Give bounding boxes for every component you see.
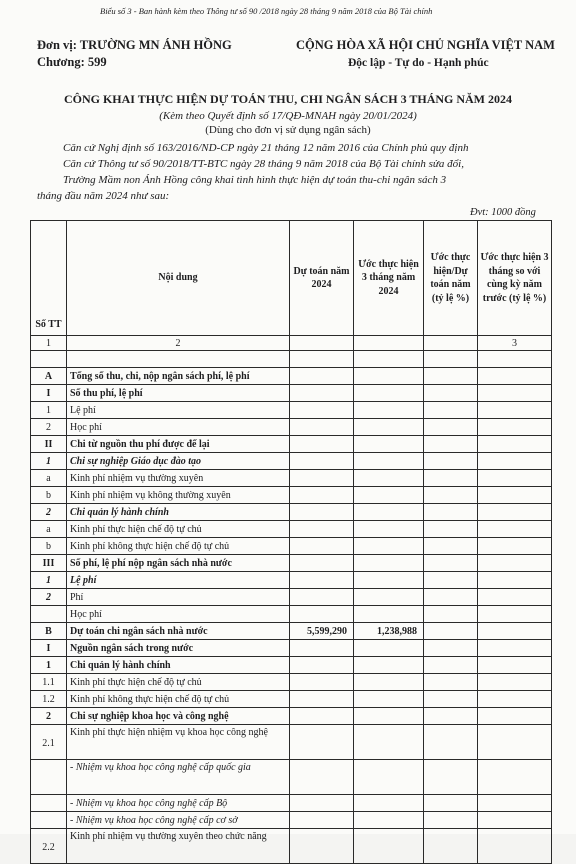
- table-row: [31, 691, 552, 708]
- unit-of-measure: Đvt: 1000 đồng: [470, 207, 536, 218]
- cell-budget: [290, 589, 354, 606]
- cell-ratio-prior: [478, 521, 552, 538]
- cell-content: - Nhiệm vụ khoa học công nghệ cấp quốc gia: [67, 760, 290, 795]
- cell-ratio-prior: [478, 470, 552, 487]
- table-index-row: [31, 336, 552, 351]
- cell-ratio-prior: [478, 640, 552, 657]
- cell-ratio-budget: [424, 419, 478, 436]
- cell-actual: [354, 453, 424, 470]
- cell-ratio-prior: [478, 725, 552, 760]
- cell-content: Kinh phí nhiệm vụ không thường xuyên: [67, 487, 290, 504]
- cell-stt: II: [31, 436, 67, 453]
- cell-budget: [290, 795, 354, 812]
- unit-name: Đơn vị: TRƯỜNG MN ÁNH HỒNG: [37, 38, 232, 52]
- table-row: [31, 795, 552, 812]
- cell-content: Kinh phí nhiệm vụ thường xuyên: [67, 470, 290, 487]
- cell-ratio-prior: [478, 453, 552, 470]
- cell-stt: a: [31, 521, 67, 538]
- table-row: [31, 589, 552, 606]
- cell-actual: [354, 351, 424, 368]
- cell-budget: [290, 555, 354, 572]
- index-cell: 3: [478, 336, 552, 351]
- cell-ratio-prior: [478, 504, 552, 521]
- cell-content: Kinh phí thực hiện chế độ tự chủ: [67, 521, 290, 538]
- cell-stt: 2: [31, 419, 67, 436]
- intro-line-4: tháng đầu năm 2024 như sau:: [37, 190, 170, 202]
- cell-actual: [354, 795, 424, 812]
- header-actual: Ước thực hiện 3 tháng năm 2024: [354, 221, 424, 336]
- cell-budget: [290, 385, 354, 402]
- table-row: [31, 487, 552, 504]
- cell-content: Dự toán chi ngân sách nhà nước: [67, 623, 290, 640]
- cell-stt: III: [31, 555, 67, 572]
- cell-budget: [290, 351, 354, 368]
- cell-content: Kinh phí không thực hiện chế độ tự chủ: [67, 538, 290, 555]
- index-cell: [424, 336, 478, 351]
- cell-ratio-budget: [424, 521, 478, 538]
- cell-budget: [290, 402, 354, 419]
- table-row: [31, 538, 552, 555]
- cell-ratio-budget: [424, 538, 478, 555]
- cell-ratio-prior: [478, 589, 552, 606]
- cell-stt: b: [31, 538, 67, 555]
- cell-ratio-prior: [478, 385, 552, 402]
- cell-stt: B: [31, 623, 67, 640]
- table-row: [31, 419, 552, 436]
- cell-stt: b: [31, 487, 67, 504]
- cell-ratio-budget: [424, 470, 478, 487]
- cell-content: Nguồn ngân sách trong nước: [67, 640, 290, 657]
- cell-ratio-prior: [478, 674, 552, 691]
- cell-budget: [290, 419, 354, 436]
- table-header-row: [31, 221, 552, 336]
- cell-ratio-prior: [478, 572, 552, 589]
- cell-budget: [290, 368, 354, 385]
- cell-actual: [354, 402, 424, 419]
- cell-ratio-prior: [478, 708, 552, 725]
- cell-budget: [290, 640, 354, 657]
- cell-stt: [31, 812, 67, 829]
- cell-content: Lệ phí: [67, 402, 290, 419]
- table-row: [31, 368, 552, 385]
- cell-content: - Nhiệm vụ khoa học công nghệ cấp Bộ: [67, 795, 290, 812]
- cell-ratio-prior: [478, 623, 552, 640]
- cell-ratio-prior: [478, 795, 552, 812]
- cell-budget: [290, 436, 354, 453]
- cell-ratio-prior: [478, 555, 552, 572]
- document-title: CÔNG KHAI THỰC HIỆN DỰ TOÁN THU, CHI NGÂN SÁCH 3 THÁNG NĂM 2024: [63, 92, 513, 106]
- intro-line-2: Căn cứ Thông tư số 90/2018/TT-BTC ngày 28 tháng 9 năm 2018 của Bộ Tài chính sửa đổi,: [63, 158, 464, 170]
- cell-actual: [354, 538, 424, 555]
- chapter-code: Chương: 599: [37, 55, 107, 69]
- cell-budget: [290, 521, 354, 538]
- table-row: [31, 351, 552, 368]
- cell-stt: [31, 795, 67, 812]
- cell-ratio-prior: [478, 657, 552, 674]
- table-row: [31, 436, 552, 453]
- cell-content: Chi quản lý hành chính: [67, 657, 290, 674]
- national-motto: Độc lập - Tự do - Hạnh phúc: [348, 57, 489, 69]
- cell-actual: [354, 368, 424, 385]
- cell-actual: [354, 385, 424, 402]
- cell-ratio-budget: [424, 623, 478, 640]
- cell-content: Học phí: [67, 419, 290, 436]
- cell-ratio-budget: [424, 708, 478, 725]
- cell-ratio-prior: [478, 538, 552, 555]
- cell-content: Phí: [67, 589, 290, 606]
- cell-content: Tổng số thu, chi, nộp ngân sách phí, lệ phí: [67, 368, 290, 385]
- cell-actual: [354, 555, 424, 572]
- cell-ratio-budget: [424, 606, 478, 623]
- index-cell: [354, 336, 424, 351]
- intro-line-1: Căn cứ Nghị định số 163/2016/ND-CP ngày 21 tháng 12 năm 2016 của Chính phủ quy định: [63, 142, 469, 154]
- form-note: Biểu số 3 - Ban hành kèm theo Thông tư số 90 /2018 ngày 28 tháng 9 năm 2018 của Bộ Tài chính: [100, 6, 433, 16]
- cell-ratio-prior: [478, 351, 552, 368]
- cell-stt: 2: [31, 708, 67, 725]
- header-budget: Dự toán năm 2024: [290, 221, 354, 336]
- cell-ratio-prior: [478, 436, 552, 453]
- cell-ratio-budget: [424, 368, 478, 385]
- cell-budget: [290, 504, 354, 521]
- cell-content: Kinh phí thực hiện chế độ tự chủ: [67, 674, 290, 691]
- cell-content: - Nhiệm vụ khoa học công nghệ cấp cơ sở: [67, 812, 290, 829]
- cell-budget: [290, 487, 354, 504]
- cell-ratio-prior: [478, 606, 552, 623]
- header-content: Nội dung: [67, 221, 290, 336]
- cell-actual: [354, 521, 424, 538]
- cell-content: Kinh phí không thực hiện chế độ tự chủ: [67, 691, 290, 708]
- cell-actual: [354, 504, 424, 521]
- table-row: [31, 470, 552, 487]
- cell-actual: [354, 589, 424, 606]
- cell-stt: 1.2: [31, 691, 67, 708]
- budget-table: [30, 220, 552, 864]
- index-cell: 1: [31, 336, 67, 351]
- cell-ratio-budget: [424, 385, 478, 402]
- cell-content: Kinh phí nhiệm vụ thường xuyên theo chức năng: [67, 829, 290, 864]
- cell-actual: [354, 606, 424, 623]
- cell-content: Chi quản lý hành chính: [67, 504, 290, 521]
- cell-ratio-prior: [478, 691, 552, 708]
- cell-actual: [354, 812, 424, 829]
- cell-stt: a: [31, 470, 67, 487]
- cell-ratio-budget: [424, 572, 478, 589]
- cell-ratio-budget: [424, 657, 478, 674]
- cell-actual: [354, 487, 424, 504]
- cell-ratio-budget: [424, 555, 478, 572]
- cell-budget: [290, 708, 354, 725]
- cell-stt: 1: [31, 453, 67, 470]
- table-row: [31, 812, 552, 829]
- cell-stt: I: [31, 640, 67, 657]
- cell-budget: [290, 725, 354, 760]
- cell-content: Học phí: [67, 606, 290, 623]
- index-cell: [290, 336, 354, 351]
- cell-ratio-prior: [478, 419, 552, 436]
- cell-content: Chi từ nguồn thu phí được để lại: [67, 436, 290, 453]
- cell-ratio-prior: [478, 368, 552, 385]
- cell-stt: 1: [31, 657, 67, 674]
- cell-budget: [290, 606, 354, 623]
- cell-ratio-budget: [424, 725, 478, 760]
- usage-note: (Dùng cho đơn vị sử dụng ngân sách): [205, 124, 371, 136]
- table-row: [31, 385, 552, 402]
- cell-stt: 1.1: [31, 674, 67, 691]
- cell-actual: [354, 657, 424, 674]
- cell-budget: [290, 674, 354, 691]
- cell-ratio-budget: [424, 351, 478, 368]
- table-row: [31, 504, 552, 521]
- cell-stt: 2.2: [31, 829, 67, 864]
- header-stt: Số TT: [31, 221, 67, 336]
- cell-stt: [31, 351, 67, 368]
- cell-ratio-prior: [478, 487, 552, 504]
- cell-actual: [354, 708, 424, 725]
- national-name: CỘNG HÒA XÃ HỘI CHỦ NGHĨA VIỆT NAM: [296, 38, 555, 52]
- cell-content: Chi sự nghiệp Giáo dục đào tạo: [67, 453, 290, 470]
- cell-ratio-budget: [424, 436, 478, 453]
- cell-budget: [290, 470, 354, 487]
- cell-content: [67, 351, 290, 368]
- table-row: [31, 402, 552, 419]
- cell-actual: [354, 674, 424, 691]
- cell-actual: 1,238,988: [354, 623, 424, 640]
- cell-stt: 1: [31, 402, 67, 419]
- cell-stt: [31, 760, 67, 795]
- cell-content: Lệ phí: [67, 572, 290, 589]
- cell-stt: 2: [31, 589, 67, 606]
- table-row: [31, 657, 552, 674]
- cell-ratio-budget: [424, 795, 478, 812]
- table-row: [31, 572, 552, 589]
- cell-budget: [290, 538, 354, 555]
- cell-actual: [354, 436, 424, 453]
- cell-ratio-budget: [424, 674, 478, 691]
- cell-stt: A: [31, 368, 67, 385]
- cell-actual: [354, 640, 424, 657]
- table-row: [31, 640, 552, 657]
- index-cell: 2: [67, 336, 290, 351]
- cell-content: Số phí, lệ phí nộp ngân sách nhà nước: [67, 555, 290, 572]
- cell-stt: I: [31, 385, 67, 402]
- header-ratio-budget: Ước thực hiện/Dự toán năm (tỷ lệ %): [424, 221, 478, 336]
- cell-ratio-budget: [424, 640, 478, 657]
- table-row: [31, 760, 552, 795]
- cell-budget: [290, 453, 354, 470]
- intro-line-3: Trường Mầm non Ánh Hồng công khai tình hình thực hiện dự toán thu-chi ngân sách 3: [63, 174, 447, 186]
- cell-actual: [354, 760, 424, 795]
- cell-content: Số thu phí, lệ phí: [67, 385, 290, 402]
- cell-actual: [354, 470, 424, 487]
- cell-ratio-prior: [478, 812, 552, 829]
- cell-actual: [354, 419, 424, 436]
- cell-budget: 5,599,290: [290, 623, 354, 640]
- table-row: [31, 623, 552, 640]
- cell-ratio-budget: [424, 504, 478, 521]
- cell-budget: [290, 657, 354, 674]
- header-ratio-prior: Ước thực hiện 3 tháng so với cùng kỳ năm trước (tỷ lệ %): [478, 221, 552, 336]
- cell-stt: 2.1: [31, 725, 67, 760]
- cell-content: Kinh phí thực hiện nhiệm vụ khoa học công nghệ: [67, 725, 290, 760]
- cell-ratio-budget: [424, 453, 478, 470]
- table-row: [31, 725, 552, 760]
- table-row: [31, 555, 552, 572]
- cell-content: Chi sự nghiệp khoa học và công nghệ: [67, 708, 290, 725]
- cell-budget: [290, 812, 354, 829]
- table-row: [31, 674, 552, 691]
- cell-stt: [31, 606, 67, 623]
- cell-budget: [290, 760, 354, 795]
- cell-actual: [354, 725, 424, 760]
- table-row: [31, 453, 552, 470]
- cell-budget: [290, 691, 354, 708]
- cell-ratio-budget: [424, 812, 478, 829]
- cell-stt: 1: [31, 572, 67, 589]
- table-row: [31, 521, 552, 538]
- cell-stt: 2: [31, 504, 67, 521]
- cell-ratio-budget: [424, 760, 478, 795]
- cell-ratio-budget: [424, 589, 478, 606]
- cell-ratio-prior: [478, 760, 552, 795]
- cell-ratio-budget: [424, 691, 478, 708]
- cell-actual: [354, 691, 424, 708]
- cell-ratio-budget: [424, 402, 478, 419]
- table-row: [31, 708, 552, 725]
- cell-budget: [290, 572, 354, 589]
- cell-ratio-budget: [424, 487, 478, 504]
- cell-ratio-prior: [478, 402, 552, 419]
- cell-actual: [354, 572, 424, 589]
- decision-ref: (Kèm theo Quyết định số 17/QĐ-MNAH ngày 20/01/2024): [159, 110, 417, 122]
- table-row: [31, 606, 552, 623]
